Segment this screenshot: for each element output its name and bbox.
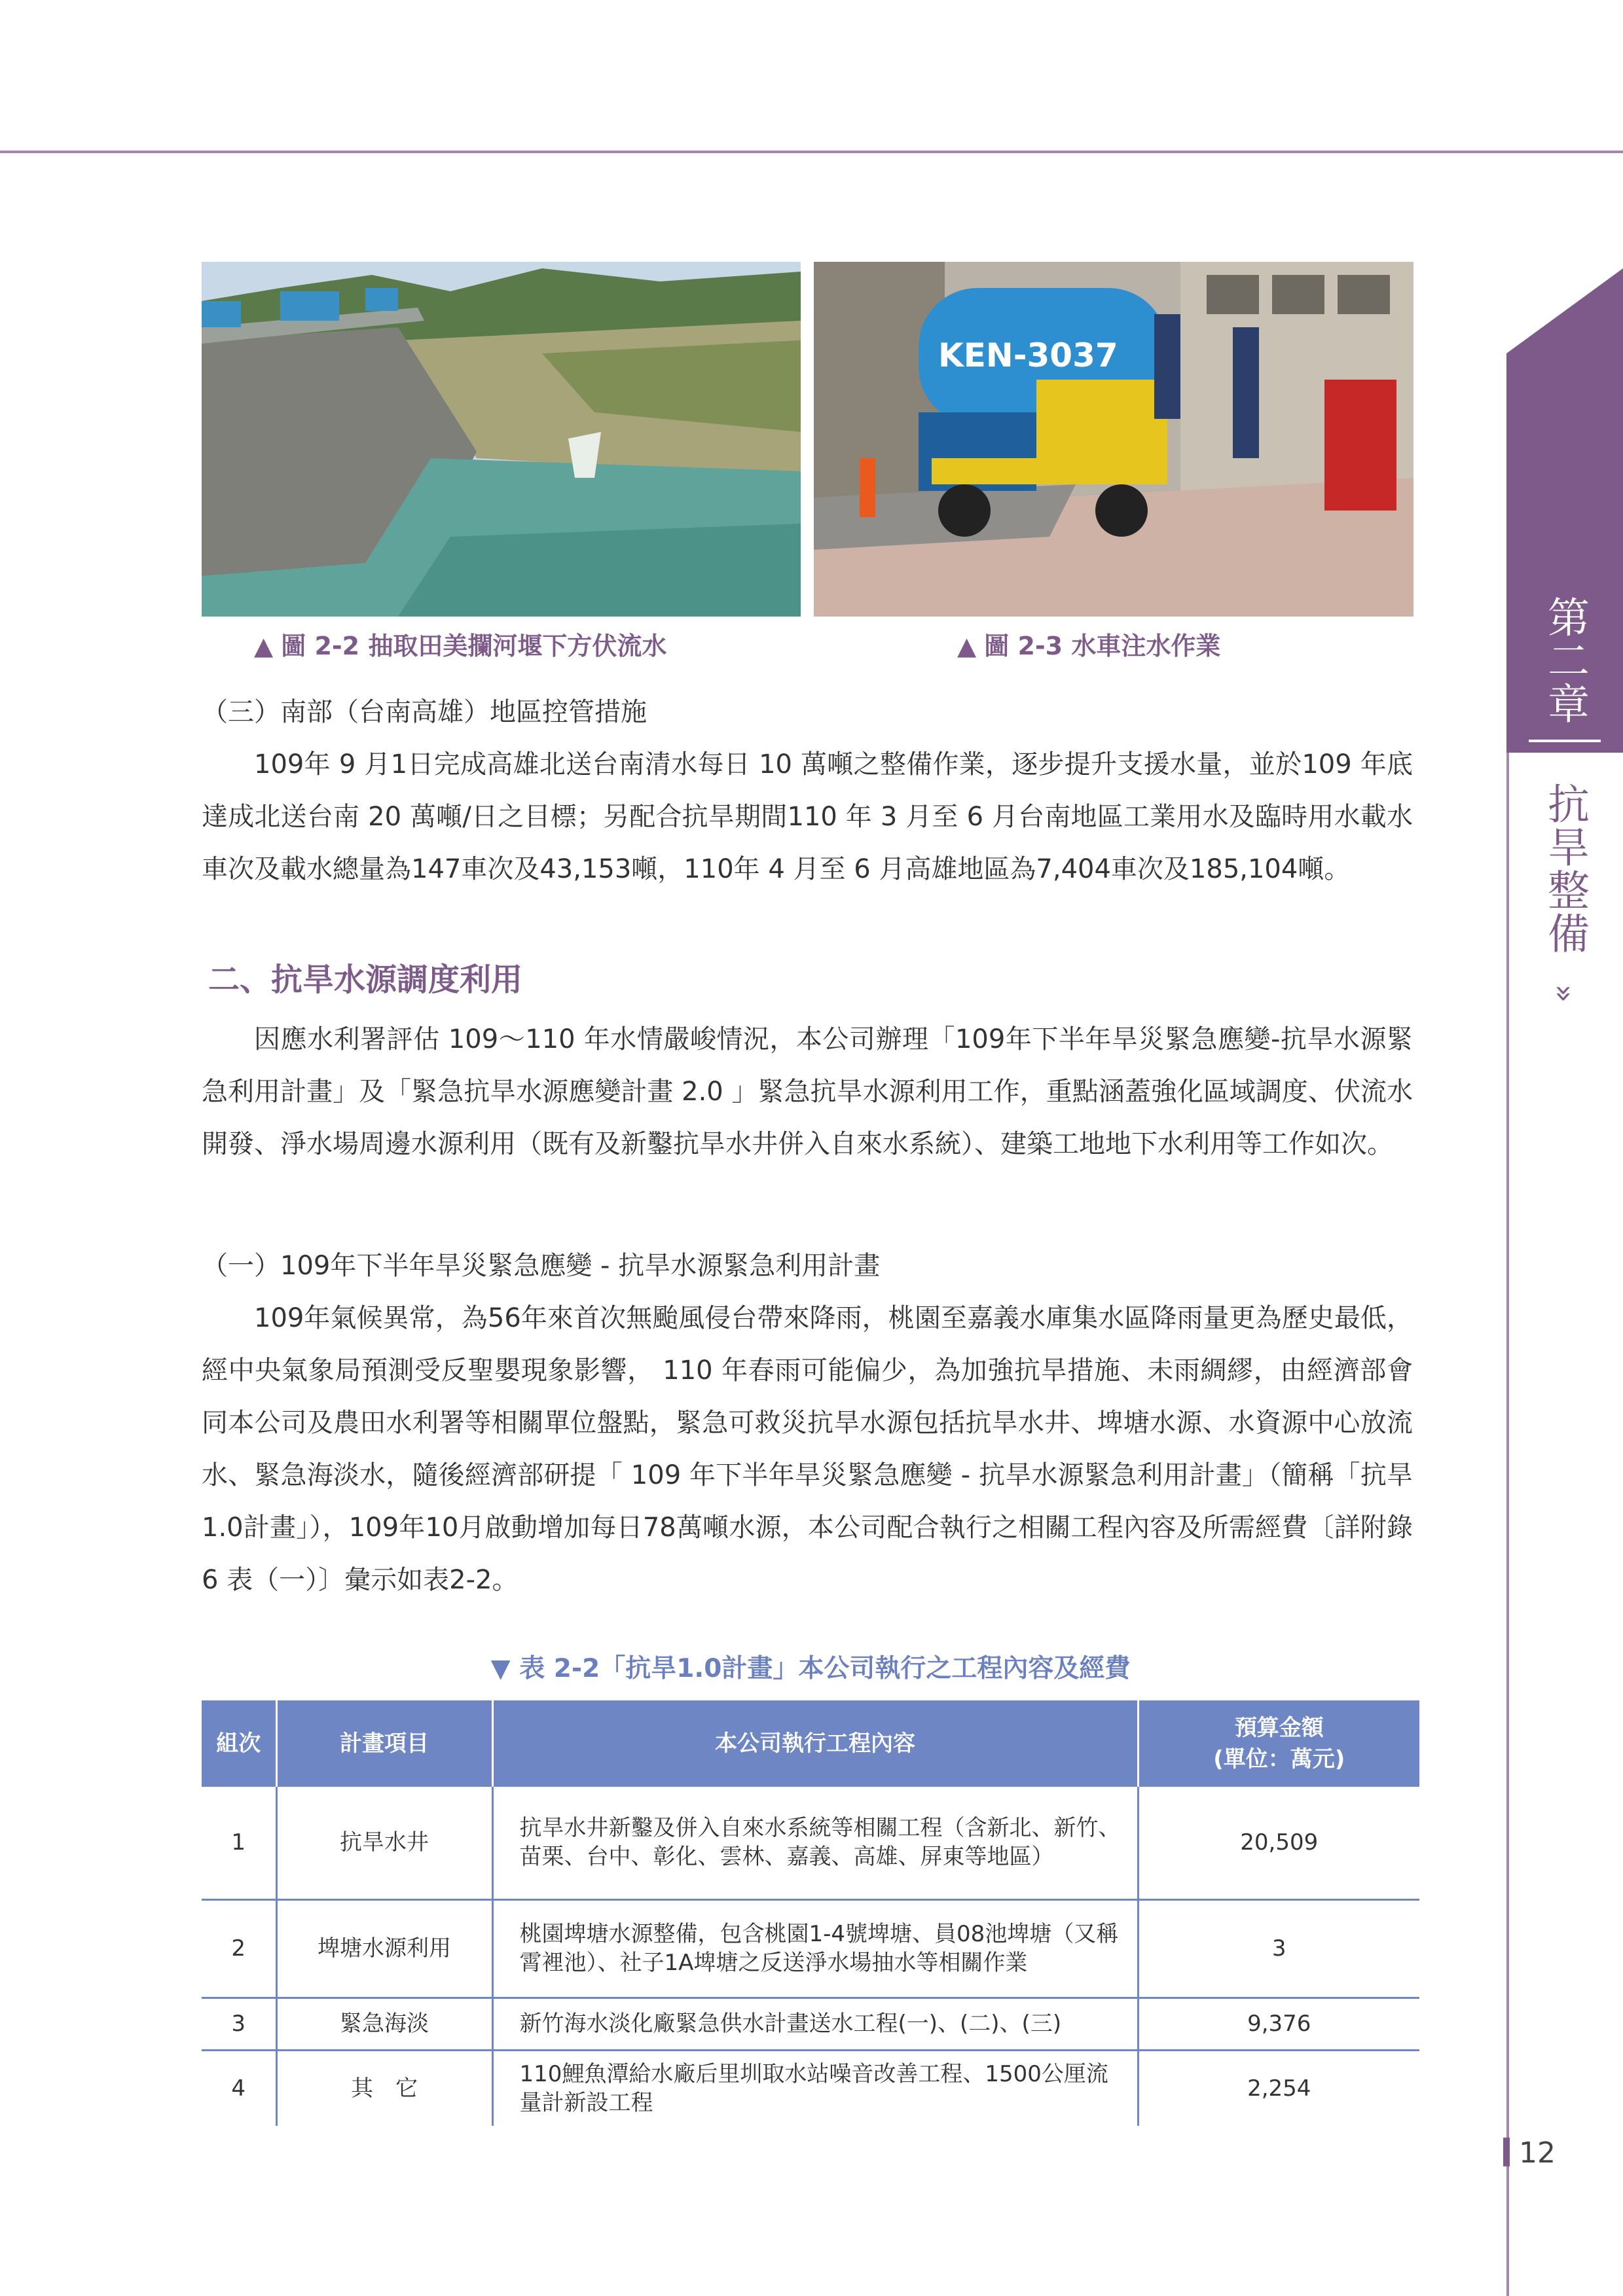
cell-content: 抗旱水井新鑿及併入自來水系統等相關工程（含新北、新竹、苗栗、台中、彰化、雲林、嘉義、高雄、屏東等地區） [492, 1787, 1138, 1899]
section3-block [202, 686, 1413, 895]
table-row [202, 1998, 1419, 2050]
cell-group: 3 [202, 1998, 276, 2050]
subsection1-block [202, 1240, 1413, 1606]
cell-item: 埤塘水源利用 [276, 1899, 492, 1998]
cell-budget: 9,376 [1138, 1998, 1419, 2050]
subsection1-paragraph: 109年氣候異常，為56年來首次無颱風侵台帶來降雨，桃園至嘉義水庫集水區降雨量更為歷史最低，經中央氣象局預測受反聖嬰現象影響， 110 年春雨可能偏少，為加強抗旱措施、未雨綢繆，由經濟部會同本公司及農田水利署等相關單位盤點，緊急可救災抗旱水源包括抗旱水井、埤塘水源、水資源中心放流水、緊急海淡水，隨後經濟部研提「 109 年下半年旱災緊急應變 - 抗旱水源緊急利用計畫」（簡稱「抗旱1.0計畫」），109年10月啟動增加每日78萬噸水源，本公司配合執行之相關工程內容及所需經費〔詳附錄6 表（一）〕彙示如表2-2。 [202, 1303, 1413, 1595]
cell-content: 110鯉魚潭給水廠后里圳取水站噪音改善工程、1500公厘流量計新設工程 [492, 2050, 1138, 2126]
cell-content: 新竹海水淡化廠緊急供水計畫送水工程(一)、(二)、(三) [492, 1998, 1138, 2050]
weir-photo [202, 262, 801, 617]
cell-content: 桃園埤塘水源整備，包含桃園1-4號埤塘、員08池埤塘（又稱霄裡池）、社子1A埤塘之反送淨水場抽水等相關作業 [492, 1899, 1138, 1998]
page-number: 12 [1503, 2135, 1556, 2172]
header-group: 組次 [202, 1700, 276, 1787]
section-two-block [202, 1013, 1413, 1170]
cell-item: 抗旱水井 [276, 1787, 492, 1899]
table-row [202, 1787, 1419, 1899]
table-row [202, 1899, 1419, 1998]
cell-group: 1 [202, 1787, 276, 1899]
cell-item: 緊急海淡 [276, 1998, 492, 2050]
tab-divider [1529, 740, 1601, 742]
table-row [202, 2050, 1419, 2126]
cell-budget: 20,509 [1138, 1787, 1419, 1899]
header-item: 計畫項目 [276, 1700, 492, 1787]
chapter-number: 第二章 [1541, 596, 1589, 725]
chapter-label [1506, 596, 1623, 757]
table-header-row [202, 1700, 1419, 1787]
section3-paragraph: 109年 9 月1日完成高雄北送台南清水每日 10 萬噸之整備作業，逐步提升支援水量，並於109 年底達成北送台南 20 萬噸/日之目標；另配合抗旱期間110 年 3 月至 6 月台南地區工業用水及臨時用水載水車次及載水總量為147車次及43,153噸，110年 4 月至 6 月高雄地區為7,404車次及185,104噸。 [202, 749, 1413, 884]
cell-group: 4 [202, 2050, 276, 2126]
section3-heading: （三）南部（台南高雄）地區控管措施 [202, 697, 647, 727]
water-truck-photo [814, 262, 1413, 617]
cell-budget: 3 [1138, 1899, 1419, 1998]
header-budget: 預算金額 (單位：萬元) [1138, 1700, 1419, 1787]
cell-group: 2 [202, 1899, 276, 1998]
header-rule [0, 151, 1623, 153]
section-label [1506, 782, 1623, 955]
subsection1-heading: （一）109年下半年旱災緊急應變 - 抗旱水源緊急利用計畫 [202, 1251, 881, 1281]
page-marker [1503, 2138, 1510, 2166]
photo-caption-1: ▲ 圖 2-2 抽取田美攔河堰下方伏流水 [254, 632, 667, 660]
section-two-paragraph: 因應水利署評估 109～110 年水情嚴峻情況，本公司辦理「109年下半年旱災緊急應變-抗旱水源緊急利用計畫」及「緊急抗旱水源應變計畫 2.0 」緊急抗旱水源利用工作，重點涵蓋強化區域調度、伏流水開發、淨水場周邊水源利用（既有及新鑿抗旱水井併入自來水系統）、建築工地地下水利用等工作如次。 [202, 1024, 1413, 1159]
truck-plate-text: KEN-3037 [938, 336, 1118, 374]
header-content: 本公司執行工程內容 [492, 1700, 1138, 1787]
cell-budget: 2,254 [1247, 2075, 1311, 2102]
cell-item: 其 它 [276, 2050, 492, 2126]
photo-caption-2: ▲ 圖 2-3 水車注水作業 [957, 632, 1221, 660]
table-caption: ▼ 表 2-2「抗旱1.0計畫」本公司執行之工程內容及經費 [490, 1654, 1131, 1683]
section-name: 抗旱整備 [1541, 782, 1589, 955]
cost-table [202, 1700, 1419, 2126]
section-two-heading: 二、抗旱水源調度利用 [208, 961, 523, 998]
chevron-down-icon: » [1547, 984, 1582, 1003]
